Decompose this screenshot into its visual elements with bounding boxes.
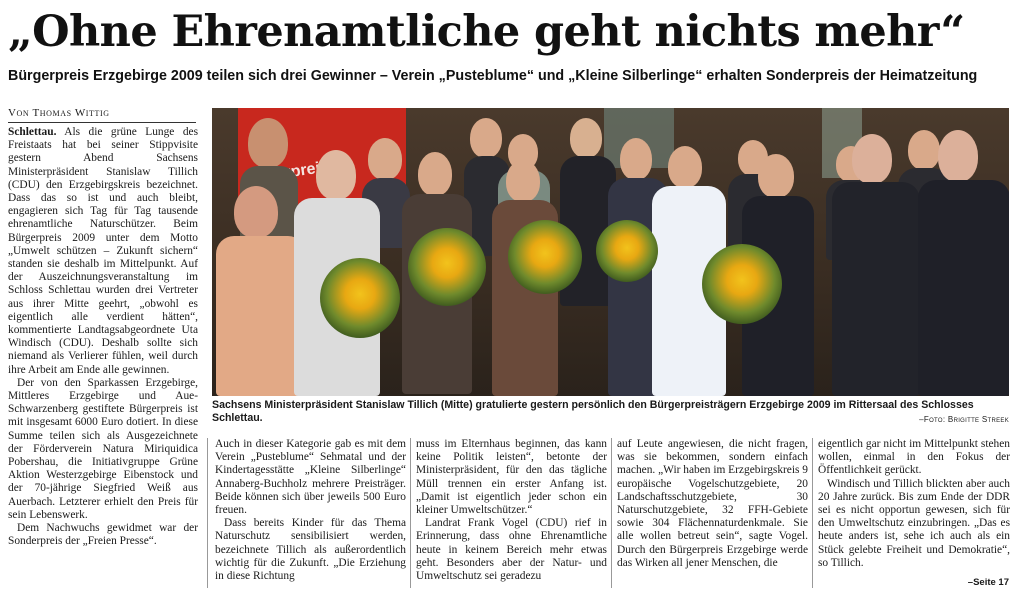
photo-credit: –Foto: Brigitte Streek (919, 415, 1009, 424)
paragraph-2: Der von den Sparkassen Erzgebirge, Mittleres Erzgebirge und Aue-Schwarzenberg gestiftete Bürgerpreis ist mit insgesamt 6000 Euro dotiert. In diese Summe teilen sich als Ausgezeichnete der Förderverein Natura Miriquidica Pobershau, die Initiativgruppe Grüne Aktion Westerzgebirge Eibenstock und der 70-jährige Siegfried Weiß aus Auerbach. Letzterer erhielt den Preis für sein Lebenswerk. (8, 376, 198, 521)
paragraph-3: Dem Nachwuchs gewidmet war der Sonderpreis der „Freien Presse“. (8, 522, 198, 548)
headline: „Ohne Ehrenamtliche geht nichts mehr“ (8, 7, 965, 57)
dateline: Schlettau. (8, 126, 57, 138)
paragraph: Landrat Frank Vogel (CDU) rief in Erinnerung, dass ohne Ehrenamtliche heute in keinem Bereich mehr etwas geht. Besonders aber der Natur- und Umweltschutz sei geradezu (416, 517, 607, 583)
paragraph-1-text: Als die grüne Lunge des Freistaats hat bei seiner Stippvisite gestern Abend Sachsens Ministerpräsident Stanislaw Tillich (CDU) den Erzgebirgskreis bezeichnet. Dass das so ist und auch bleibt, engagieren sich Tag für Tag tausende ehrenamtliche Naturschützer. Beim Bürgerpreis 2009 unter dem Motto „Umwelt schützen – Zukunft sichern“ standen sie deshalb im Mittelpunkt. Auf der Auszeichnungsveranstaltung im Schloss Schlettau wurden drei Vertreter aus ihrer Mitte geehrt, „obwohl es eigentlich alle verdient hätten“, kommentierte Landtagsabgeordnete Uta Windisch (CDU). Deshalb sollte sich niemand als Verlierer fühlen, weil durch ihre Arbeit am Ende alle gewinnen. (8, 126, 198, 376)
article-column-4 (617, 438, 808, 590)
paragraph-1 (8, 126, 198, 377)
sunflower-bouquet (596, 220, 658, 282)
photo-caption: Sachsens Ministerpräsident Stanislaw Tillich (Mitte) gratulierte gestern persönlich den Bürgerpreisträgern Erzgebirge 2009 im Rittersaal des Schlosses Schlettau. (212, 399, 974, 424)
column-divider (207, 438, 208, 588)
paragraph: Windisch und Tillich blickten aber auch 20 Jahre zurück. Bis zum Ende der DDR sei es nicht opportun gewesen, sich für den Umweltschutz einzubringen. „Das es heute anders ist, sehe ich auch als ein Stück gelebte Freiheit und Demokratie“, so Tillich. (818, 477, 1010, 569)
sunflower-bouquet (508, 220, 582, 294)
column-divider (410, 438, 411, 588)
paragraph: Dass bereits Kinder für das Thema Naturschutz sensibilisiert werden, bezeichnete Tillich als außerordentlich wichtig für die Zukunft. „Die Erziehung in diese Richtung (215, 517, 406, 583)
sunflower-bouquet (702, 244, 782, 324)
paragraph: muss im Elternhaus beginnen, das kann keine Politik leisten“, betonte der Ministerpräsident, für den das tägliche Müll trennen ein erster Anfang ist. „Damit ist eigentlich jeder schon ein kleiner Umweltschützer.“ (416, 438, 607, 517)
byline: Von Thomas Wittig (8, 105, 196, 123)
article-column-1 (8, 126, 198, 596)
paragraph: auf Leute angewiesen, die nicht fragen, was sie bekommen, sondern einfach machen. „Wir haben im Erzgebirgskreis 9 europäische Vogelschutzgebiete, 20 Landschaftsschutzgebiete, 30 Naturschutzgebiete, 32 FFH-Gebiete sowie 304 Flächennaturdenkmale. Sie alle wollen betreut sein“, sagte Vogel. Durch den Bürgerpreis Erzgebirge werde das Wirken all jener Menschen, die (617, 438, 808, 569)
sunflower-bouquet (408, 228, 486, 306)
subheadline: Bürgerpreis Erzgebirge 2009 teilen sich drei Gewinner – Verein „Pusteblume“ und „Kleine Silberlinge“ erhalten Sonderpreis der Heimatzeitung (8, 68, 978, 84)
article-column-2 (215, 438, 406, 590)
page-reference: –Seite 17 (967, 577, 1009, 588)
column-divider (611, 438, 612, 588)
sunflower-bouquet (320, 258, 400, 338)
award-photo (212, 108, 1009, 396)
paragraph: eigentlich gar nicht im Mittelpunkt stehen wollen, einmal in den Fokus der Öffentlichkeit gerückt. (818, 438, 1010, 477)
paragraph: Auch in dieser Kategorie gab es mit dem Verein „Pusteblume“ Sehmatal und der Kindertagesstätte „Kleine Silberlinge“ Annaberg-Buchholz mehrere Preisträger. Beide können sich über jeweils 500 Euro freuen. (215, 438, 406, 517)
column-divider (812, 438, 813, 588)
article-column-3 (416, 438, 607, 590)
article-column-5 (818, 438, 1010, 590)
